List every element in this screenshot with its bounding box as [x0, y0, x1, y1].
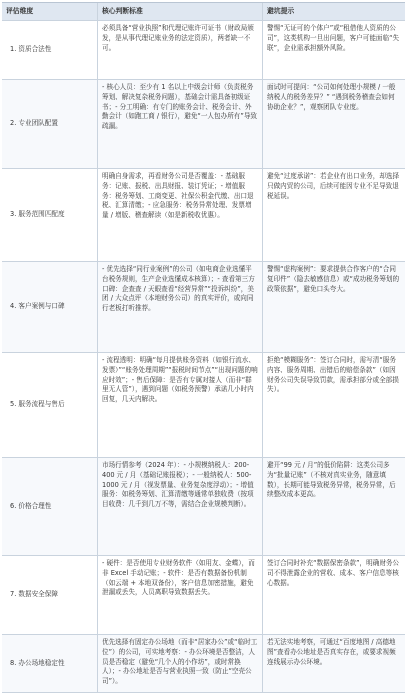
row-dimension: 3. 服务范围匹配度 [2, 169, 98, 261]
row-criteria: 明确自身需求，再看财务公司是否覆盖：- 基础服务：记账、报税、出具财报、装订凭证；- 增值服务：税务筹划、工商变更、社保公积金代缴、出口退税、汇算清缴；- 应急服务：税务异常处理、发票增量 / 增版、稽查解读（如是新税收优惠）。 [98, 169, 263, 261]
row-dimension: 2. 专业团队配置 [2, 80, 98, 168]
row-dimension: 6. 价格合理性 [2, 458, 98, 555]
row-tips: 面试时可提问：“公司如何处理小规模 / 一般纳税人的税务差异？” “遇到税务稽查会如何协助企业？”，观察团队专业度。 [267, 83, 396, 111]
row-tips: 警惕“无证可的个体户”或“租借他人资质的公司”，这类机构一旦出问题，客户可能面临“失联”，企业需承担额外风险。 [267, 24, 400, 52]
row-tips: 避开“99 元 / 月”的低价陷阱：这类公司多为“批量记账”（不核对真实业务，随意填数），长期可能导致税务异常，税务异常，后续整改成本更高。 [267, 461, 396, 499]
row-criteria: 优先选择有固定办公场地（而非“居家办公”或“临时工位”）的公司，可实地考察：- 办公环境是否整洁，人员是否稳定（避免“几个人的小作坊”，或时常换人）；- 办公地址是否与营业执照一致（防止“空壳公司”）。 [98, 635, 263, 692]
table-row [2, 353, 405, 458]
row-criteria: 市场行情参考（2024 年）：- 小规模纳税人：200-400 元 / 月（基础记账报税）；- 一般纳税人：500-1000 元 / 月（视发票量、业务复杂度浮动）；- 增值服务：如税务筹划、汇算清缴等通常单独收费（按项目收费：几千到几万不等，需结合企业规模判断）。 [98, 458, 263, 555]
evaluation-table [2, 2, 405, 693]
row-tips: 签订合同时补充“数据保密条款”，明确财务公司不得泄露企业的营收、成本、客户信息等核心数据。 [267, 559, 400, 587]
row-dimension: 1. 资质合法性 [2, 21, 98, 79]
row-tips: 拒绝“模糊服务”：签订合同时，需写清“服务内容、服务周期、出错后的赔偿条款”（如因财务公司失误导致罚款，需承担部分或全部损失）。 [267, 356, 399, 394]
row-tips: 若无法实地考察，可通过“百度地图 / 高德地图”查看办公地址是否真实存在，或要求视频连线展示办公环境。 [267, 638, 396, 666]
row-dimension: 7. 数据安全保障 [2, 556, 98, 634]
row-criteria: - 优先选择“同行业案例”的公司（如电商企业选懂平台税务规则，生产企业选懂成本核算）；- 查看第三方口碑：企查查 / 天眼查看“经营异常”“投诉纠纷”，美团 / 大众点评（本地财务公司）的真实评价，或向同行老板打听推荐。 [98, 262, 263, 352]
table-row [2, 458, 405, 556]
table-header-row [2, 2, 405, 21]
row-tips: 警惕“虚构案例”：要求提供合作客户的“合同复印件”（隐去敏感信息）或“成功税务筹划的政策依据”，避免口头夸大。 [267, 265, 400, 293]
row-dimension: 8. 办公场地稳定性 [2, 635, 98, 692]
table-row [2, 21, 405, 80]
row-tips: 避免“过度承诺”：若企业有出口业务，却选择只做内贸的公司，后续可能因专业不足导致退税延误。 [267, 172, 400, 200]
table-row [2, 262, 405, 353]
row-dimension: 5. 服务流程与售后 [2, 353, 98, 457]
table-row [2, 169, 405, 262]
header-tips: 避坑提示 [267, 7, 295, 15]
row-criteria: - 核心人员：至少有 1 名以上中级会计师（负责税务筹划、解决复杂税务问题），基础会计需具备初级证书；- 分工明确：有专门的账务会计、税务会计、外勤会计（如跑工商 / 银行），避免“一人包办所有”导致疏漏。 [98, 80, 263, 168]
row-criteria: - 流程透明：明确“每月提供账务资料（如银行流水、发票）”“账务处理周期”“报税时间节点”“出现问题的响应时效”；- 售后保障：是否有专属对接人（而非“群里无人管”），遇到问题（如税务预警）承诺几小时内回复，几天内解决。 [98, 353, 263, 457]
header-criteria: 核心判断标准 [98, 3, 263, 20]
table-row [2, 635, 405, 693]
row-criteria: 必须具备“营业执照”和代理记账许可证书（财政局颁发，是从事代理记账业务的法定资质），两者缺一不可。 [98, 21, 263, 79]
row-dimension: 4. 客户案例与口碑 [2, 262, 98, 352]
row-criteria: - 硬件：是否使用专业财务软件（如用友、金蝶），而非 Excel 手动记账；- 软件：是否有数据备份机制（如云端 + 本地双备份），客户信息加密措施，避免泄漏或丢失，人员离职导致数据丢失。 [98, 556, 263, 634]
table-row [2, 556, 405, 635]
table-row [2, 80, 405, 169]
header-dimension: 评估维度 [2, 3, 98, 20]
